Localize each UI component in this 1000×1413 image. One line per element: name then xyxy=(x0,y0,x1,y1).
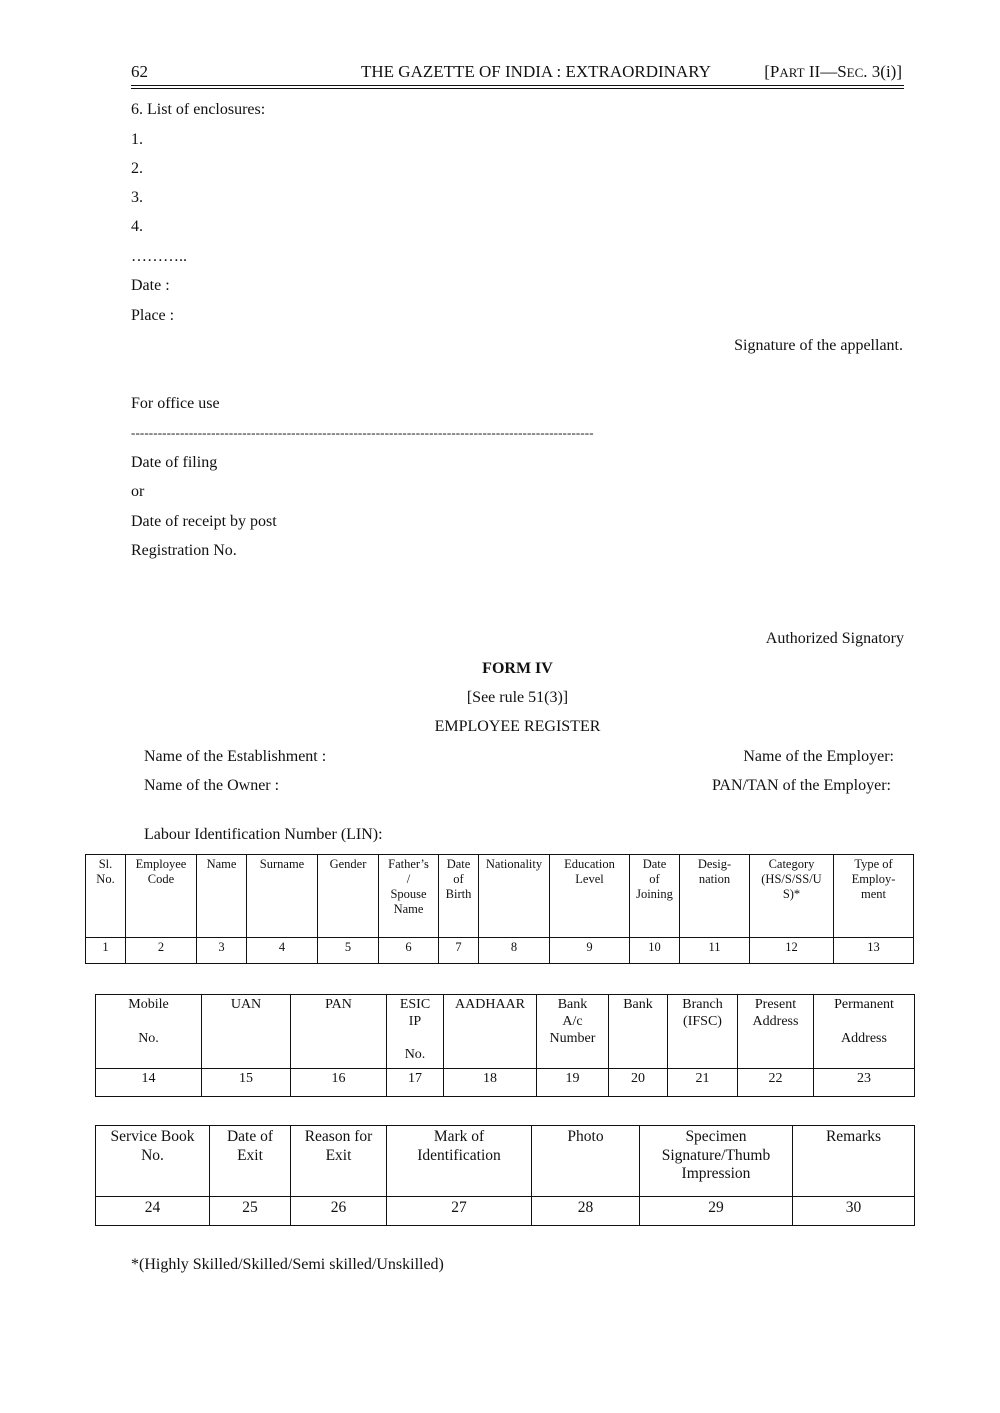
col-esic-ip-no: ESIC IP No. xyxy=(387,995,444,1069)
employee-register-table-3 xyxy=(95,1125,915,1226)
date-of-filing: Date of filing xyxy=(131,454,218,471)
owner-label: Name of the Owner : xyxy=(144,777,280,794)
appellant-signature: Signature of the appellant. xyxy=(734,337,903,354)
employer-label: Name of the Employer: xyxy=(743,748,894,765)
col-date-of-joining: Date of Joining xyxy=(630,855,680,938)
table1-header-row xyxy=(86,855,914,938)
col-uan: UAN xyxy=(202,995,291,1069)
col-designation: Desig- nation xyxy=(680,855,750,938)
date-of-receipt: Date of receipt by post xyxy=(131,513,277,530)
col-mark-of-identification: Mark of Identification xyxy=(387,1126,532,1197)
header-rule-bottom xyxy=(131,88,904,89)
col-specimen-signature: Specimen Signature/Thumb Impression xyxy=(640,1126,793,1197)
col-number: 8 xyxy=(479,938,550,964)
col-number: 23 xyxy=(814,1069,915,1097)
col-number: 16 xyxy=(291,1069,387,1097)
enclosure-item-1: 1. xyxy=(131,131,143,148)
col-nationality: Nationality xyxy=(479,855,550,938)
col-number: 5 xyxy=(318,938,379,964)
table3-number-row xyxy=(96,1197,915,1226)
col-bank-ac-number: Bank A/c Number xyxy=(537,995,609,1069)
table2-number-row xyxy=(96,1069,915,1097)
registration-no: Registration No. xyxy=(131,542,237,559)
enclosure-item-4: 4. xyxy=(131,218,143,235)
header-rule-top xyxy=(131,85,904,86)
place-label: Place : xyxy=(131,307,175,324)
col-number: 3 xyxy=(197,938,247,964)
col-mobile-no: Mobile No. xyxy=(96,995,202,1069)
col-permanent-address: Permanent Address xyxy=(814,995,915,1069)
col-number: 11 xyxy=(680,938,750,964)
col-number: 7 xyxy=(439,938,479,964)
col-name: Name xyxy=(197,855,247,938)
col-number: 22 xyxy=(738,1069,814,1097)
employee-register-table-2 xyxy=(95,994,915,1097)
col-gender: Gender xyxy=(318,855,379,938)
col-number: 9 xyxy=(550,938,630,964)
col-number: 21 xyxy=(668,1069,738,1097)
col-number: 29 xyxy=(640,1197,793,1226)
col-number: 18 xyxy=(444,1069,537,1097)
enclosure-ellipsis: ……….. xyxy=(131,248,187,265)
col-category: Category (HS/S/SS/U S)* xyxy=(750,855,834,938)
form-title: FORM IV xyxy=(482,660,553,677)
table3-header-row xyxy=(96,1126,915,1197)
col-number: 17 xyxy=(387,1069,444,1097)
col-number: 25 xyxy=(210,1197,291,1226)
col-number: 28 xyxy=(532,1197,640,1226)
table1-number-row xyxy=(86,938,914,964)
col-number: 13 xyxy=(834,938,914,964)
col-number: 6 xyxy=(379,938,439,964)
enclosures-heading: 6. List of enclosures: xyxy=(131,101,266,118)
lin-label: Labour Identification Number (LIN): xyxy=(144,826,383,843)
employee-register-table-1 xyxy=(85,854,914,964)
form-rule: [See rule 51(3)] xyxy=(466,689,569,706)
col-photo: Photo xyxy=(532,1126,640,1197)
page-number: 62 xyxy=(131,62,148,81)
col-number: 19 xyxy=(537,1069,609,1097)
col-type-of-employment: Type of Employ- ment xyxy=(834,855,914,938)
col-aadhaar: AADHAAR xyxy=(444,995,537,1069)
dashed-separator: -------------------------------------------------------------------------------------------------------- xyxy=(131,425,594,440)
col-present-address: Present Address xyxy=(738,995,814,1069)
col-service-book-no: Service Book No. xyxy=(96,1126,210,1197)
office-use-heading: For office use xyxy=(131,395,220,412)
gazette-title: THE GAZETTE OF INDIA : EXTRAORDINARY xyxy=(361,62,711,81)
col-number: 10 xyxy=(630,938,680,964)
col-number: 4 xyxy=(247,938,318,964)
col-employee-code: Employee Code xyxy=(126,855,197,938)
pan-tan-label: PAN/TAN of the Employer: xyxy=(712,777,891,794)
col-number: 14 xyxy=(96,1069,202,1097)
col-remarks: Remarks xyxy=(793,1126,915,1197)
col-pan: PAN xyxy=(291,995,387,1069)
or-text: or xyxy=(131,483,145,500)
establishment-label: Name of the Establishment : xyxy=(144,748,327,765)
part-section: [PART II—SEC. 3(i)] xyxy=(764,62,902,81)
col-education-level: Education Level xyxy=(550,855,630,938)
col-number: 24 xyxy=(96,1197,210,1226)
col-number: 12 xyxy=(750,938,834,964)
enclosure-item-3: 3. xyxy=(131,189,143,206)
page-header xyxy=(131,62,904,84)
col-number: 2 xyxy=(126,938,197,964)
footnote: *(Highly Skilled/Skilled/Semi skilled/Unskilled) xyxy=(131,1256,444,1273)
col-branch-ifsc: Branch (IFSC) xyxy=(668,995,738,1069)
col-number: 20 xyxy=(609,1069,668,1097)
col-number: 27 xyxy=(387,1197,532,1226)
col-reason-for-exit: Reason for Exit xyxy=(291,1126,387,1197)
authorized-signatory: Authorized Signatory xyxy=(765,630,904,647)
table2-header-row xyxy=(96,995,915,1069)
col-date-of-exit: Date of Exit xyxy=(210,1126,291,1197)
col-number: 26 xyxy=(291,1197,387,1226)
enclosure-item-2: 2. xyxy=(131,160,143,177)
col-number: 15 xyxy=(202,1069,291,1097)
col-number: 30 xyxy=(793,1197,915,1226)
col-sl-no: Sl. No. xyxy=(86,855,126,938)
col-bank: Bank xyxy=(609,995,668,1069)
form-subtitle: EMPLOYEE REGISTER xyxy=(434,718,601,735)
col-date-of-birth: Date of Birth xyxy=(439,855,479,938)
col-number: 1 xyxy=(86,938,126,964)
col-surname: Surname xyxy=(247,855,318,938)
date-label: Date : xyxy=(131,277,170,294)
col-father-spouse-name: Father’s / Spouse Name xyxy=(379,855,439,938)
